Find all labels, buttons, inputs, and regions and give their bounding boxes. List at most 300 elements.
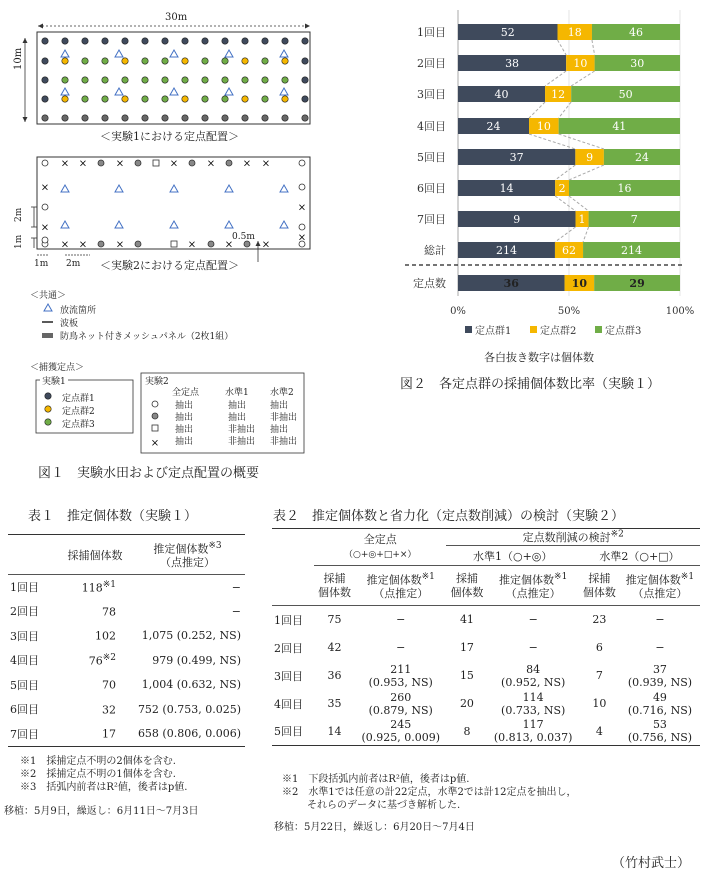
table2-est-stats: (0.733, NS): [501, 703, 566, 717]
table2-catch-value: 15: [459, 669, 474, 682]
table1-est-value: 1,004 (0.632, NS): [141, 678, 241, 692]
cross-point-icon: ×: [115, 239, 125, 251]
release-point-icon: [225, 50, 233, 57]
exp1-point-dot: [262, 38, 268, 44]
exp1-point-dot: [82, 38, 88, 44]
table2-col-catch: [314, 566, 355, 606]
table2-est-cell: [620, 718, 700, 746]
table2-col-catch-1: 採捕: [455, 571, 478, 585]
table2-col-est-2: （点推定）: [505, 587, 561, 601]
cross-point-icon: ×: [78, 158, 88, 170]
table2-est-value: 114: [522, 690, 544, 704]
table1-est-value: 979 (0.499, NS): [152, 653, 241, 667]
exp1-point-dot: [182, 77, 188, 83]
table1-title: 表１ 推定個体数（実験１）: [28, 509, 198, 524]
release-point-icon: [115, 185, 123, 192]
bar-value-label: 29: [629, 277, 645, 290]
exp1-point-dot: [182, 96, 188, 102]
category-label: 総計: [424, 244, 446, 257]
dim-2m-h-label: 2m: [66, 259, 81, 269]
cross-point-icon: ×: [115, 158, 125, 170]
release-point-icon: [115, 88, 123, 95]
exp1-point-dot: [182, 115, 188, 121]
table2-est-value: −: [528, 641, 538, 654]
table2-catch-value: 42: [327, 641, 342, 654]
table1-row-label: 3回目: [10, 629, 39, 643]
category-label: 3回目: [417, 88, 446, 101]
cross-point-icon: ×: [224, 239, 234, 251]
connector-line: [529, 134, 575, 149]
table1-row: [8, 624, 245, 649]
table2-row-label: 2回目: [274, 641, 303, 655]
table2: [272, 528, 700, 746]
release-point-icon: [280, 185, 288, 192]
exp1-legend-group1: 定点群1: [62, 394, 95, 404]
open-circle-point-icon: [42, 237, 48, 243]
exp1-point-dot: [302, 115, 308, 121]
table2-row-label: 5回目: [274, 725, 303, 739]
table1-catch-cell: [60, 722, 130, 747]
table1-note: ※1 採捕定点不明の2個体を含む.: [20, 756, 176, 767]
exp1-point-dot: [122, 96, 128, 102]
bar-value-label: 24: [486, 120, 501, 133]
bar-value-label: 10: [571, 277, 588, 290]
exp1-point-dot: [142, 77, 148, 83]
cross-point-icon: ×: [40, 222, 50, 234]
bar-value-label: 30: [630, 57, 645, 70]
table2-est-cell: [487, 690, 578, 718]
legend-label: 定点群1: [475, 326, 512, 337]
table2-catch-value: 8: [463, 724, 471, 738]
exp2-header-level2: 水準2: [270, 388, 294, 398]
table2-catch-value: 7: [595, 669, 603, 682]
open-circle-point-icon: [42, 204, 48, 210]
connector-line: [545, 71, 566, 86]
filled-circle-point-icon: [226, 160, 232, 166]
table2-col-est-1: 推定個体数: [366, 573, 422, 587]
table2-est-value: 260: [390, 690, 412, 704]
exp2-legend-cell: 抽出: [175, 425, 194, 435]
open-circle-icon: [152, 401, 158, 407]
exp1-point-dot: [242, 77, 248, 83]
exp1-point-dot: [82, 96, 88, 102]
exp1-point-dot: [202, 115, 208, 121]
exp1-point-dot: [82, 115, 88, 121]
release-point-icon: [61, 185, 69, 192]
release-point-icon: [61, 221, 69, 228]
table2-row: [272, 690, 700, 718]
table2-est-cell: [620, 606, 700, 634]
release-point-icon: [170, 88, 178, 95]
table2-catch-value: 4: [595, 724, 603, 738]
release-point-icon: [225, 221, 233, 228]
cross-point-icon: ×: [242, 158, 252, 170]
table1-row: [8, 722, 245, 747]
cross-point-icon: ×: [297, 232, 307, 244]
bar-value-label: 46: [628, 26, 643, 39]
exp1-point-dot: [102, 96, 108, 102]
cross-point-icon: ×: [297, 202, 307, 214]
exp1-point-dot: [162, 96, 168, 102]
category-label: 4回目: [417, 120, 446, 133]
table2-reduction: 定点数削減の検討: [522, 531, 611, 544]
exp2-legend-cell: 抽出: [175, 437, 194, 447]
table2-col-est: [355, 566, 446, 606]
table2-col-est: [620, 566, 700, 606]
exp2-field: [37, 157, 310, 249]
legend-swatch: [465, 326, 472, 333]
cross-icon: ×: [150, 438, 160, 449]
table2-empty-cell: [272, 566, 314, 606]
category-label: 7回目: [417, 213, 446, 226]
table2-row: [272, 634, 700, 662]
table2-est-stats: (0.716, NS): [627, 703, 693, 717]
exp1-point-dot: [102, 115, 108, 121]
exp1-point-dot: [242, 115, 248, 121]
table1-est-value: 752 (0.753, 0.025): [137, 702, 241, 716]
exp1-point-dot: [102, 77, 108, 83]
table2-catch-value: 17: [459, 641, 474, 654]
connector-line: [529, 102, 545, 118]
exp1-point-dot: [162, 58, 168, 64]
table1-row-label: 4回目: [10, 654, 39, 668]
cross-point-icon: ×: [261, 239, 271, 251]
table2-est-value: −: [396, 641, 406, 654]
table2-est-value: 37: [652, 662, 667, 676]
exp1-point-dot: [282, 115, 288, 121]
exp2-legend-cell: 抽出: [228, 413, 247, 423]
cross-point-icon: ×: [261, 158, 271, 170]
exp1-point-dot: [182, 58, 188, 64]
connector-line: [569, 165, 604, 180]
release-point-icon: [280, 50, 288, 57]
table1-catch-cell: [60, 624, 130, 649]
exp2-legend-cell: 抽出: [175, 401, 194, 411]
bar-value-label: 2: [558, 182, 566, 195]
table2-catch-value: 23: [592, 613, 607, 627]
exp1-point-dot: [302, 77, 308, 83]
table1-note: ※3 括弧内前者はR²値，後者はp値.: [20, 782, 188, 793]
table1-header-est2: （点推定）: [160, 556, 215, 570]
bar-value-label: 9: [586, 151, 594, 164]
table2-note: ※2 水準1では任意の計22定点，水準2では計12定点を抽出し，: [282, 787, 577, 798]
table2-col-est-1: 推定個体数: [499, 573, 555, 587]
exp1-point-dot: [222, 115, 228, 121]
square-point-icon: [153, 160, 159, 166]
exp1-point-dot: [42, 96, 48, 102]
exp1-point-dot: [122, 115, 128, 121]
bar-value-label: 214: [621, 244, 643, 257]
table2-est-value: 53: [652, 718, 667, 732]
exp2-header-all: 全定点: [172, 388, 200, 398]
exp1-points: [42, 38, 308, 121]
dim-1m-h-label: 1m: [34, 259, 49, 269]
bar-value-label: 50: [618, 88, 633, 101]
cross-point-icon: ×: [40, 182, 50, 194]
legend-board: 波板: [60, 319, 79, 329]
release-point-icon: [115, 221, 123, 228]
legend-panel: 防鳥ネット付きメッシュパネル（2枚1組）: [60, 332, 234, 342]
exp2-legend-cell: 非抽出: [270, 413, 298, 423]
table2-est-value: 245: [390, 718, 412, 732]
exp1-point-dot: [42, 38, 48, 44]
exp1-point-dot: [182, 38, 188, 44]
table1-catch-cell: [60, 575, 130, 600]
dim-1m-v-label: 1m: [14, 234, 24, 249]
category-label: 1回目: [417, 26, 446, 39]
table2-level2: 水準2（○+□）: [579, 546, 700, 566]
exp1-point-dot: [202, 96, 208, 102]
cross-point-icon: ×: [60, 239, 70, 251]
mesh-panel-icon: [42, 333, 53, 338]
table1-row-label: 2回目: [10, 605, 39, 619]
bar-value-label: 14: [499, 182, 514, 195]
table1-est-value: −: [231, 580, 241, 594]
legend-common-title: ＜共通＞: [30, 291, 67, 301]
table1-row-label: 6回目: [10, 703, 39, 717]
figure2-caption: 図２ 各定点群の採捕個体数比率（実験１）: [400, 377, 661, 392]
cross-point-icon: ×: [78, 239, 88, 251]
table2-est-cell: [355, 634, 446, 662]
category-label: 2回目: [417, 57, 446, 70]
exp1-point-dot: [222, 96, 228, 102]
exp1-point-dot: [122, 77, 128, 83]
table1-catch-cell: [60, 697, 130, 722]
table2-est-cell: [487, 634, 578, 662]
category-label: 5回目: [417, 151, 446, 164]
filled-circle-point-icon: [98, 160, 104, 166]
table2-est-stats: (0.756, NS): [627, 731, 693, 745]
bar-value-label: 40: [494, 88, 509, 101]
table1-header-sup: ※3: [208, 540, 222, 551]
table2-est-value: −: [528, 613, 538, 627]
exp2-legend-cell: 非抽出: [228, 425, 256, 435]
exp1-point-dot: [262, 58, 268, 64]
bar-value-label: 38: [505, 57, 520, 70]
exp1-point-dot: [282, 96, 288, 102]
exp2-legend-cell: 抽出: [228, 401, 247, 411]
exp1-point-dot: [282, 58, 288, 64]
table2-est-stats: (0.813, 0.037): [493, 731, 573, 745]
exp1-legend-group2: 定点群2: [62, 407, 95, 417]
exp1-legend-title: 実験1: [40, 374, 68, 387]
exp1-point-dot: [222, 77, 228, 83]
table1-planting: 移植：5月9日，繰返し：6月11日〜7月3日: [4, 806, 199, 817]
legend-label: 定点群3: [605, 326, 642, 337]
table2-note: ※1 下段括弧内前者はR²値，後者はp値.: [282, 774, 470, 785]
table1-catch-value: 76: [88, 654, 103, 668]
table2-level1: 水準1（○+◎）: [446, 546, 578, 566]
exp1-point-dot: [222, 58, 228, 64]
exp1-point-dot: [142, 115, 148, 121]
exp2-legend-cell: 非抽出: [228, 437, 256, 447]
exp1-point-dot: [142, 58, 148, 64]
filled-circle-point-icon: [98, 241, 104, 247]
release-icon: [44, 304, 52, 311]
exp1-point-dot: [262, 96, 268, 102]
exp1-point-dot: [62, 96, 68, 102]
bar-value-label: 37: [509, 151, 524, 164]
table2-col-est-sup: ※1: [554, 571, 568, 582]
exp1-point-dot: [242, 58, 248, 64]
table2-col-catch-2: 個体数: [317, 585, 351, 599]
release-point-icon: [61, 50, 69, 57]
table1-catch-value: 17: [102, 727, 116, 741]
table1-est-value: −: [231, 604, 241, 618]
bar-value-label: 18: [567, 26, 582, 39]
release-point-icon: [115, 50, 123, 57]
table2-row: [272, 606, 700, 634]
table2-est-value: 211: [390, 662, 412, 676]
figure2-chart: [395, 0, 705, 375]
table1-row: [8, 697, 245, 722]
exp2-legend-cell: 抽出: [270, 401, 289, 411]
cross-point-icon: ×: [169, 158, 179, 170]
table2-est-cell: [620, 690, 700, 718]
exp1-point-dot: [122, 38, 128, 44]
exp1-point-dot: [62, 77, 68, 83]
table1-catch-value: 78: [102, 605, 116, 619]
table1: [8, 534, 245, 747]
table2-col-est-1: 推定個体数: [625, 573, 681, 587]
exp2-legend-cell: 抽出: [270, 425, 289, 435]
exp1-point-dot: [222, 38, 228, 44]
x-tick-label: 100%: [665, 306, 695, 317]
table2-est-cell: [355, 718, 446, 746]
exp1-point-dot: [302, 58, 308, 64]
open-circle-point-icon: [299, 184, 305, 190]
filled-circle-point-icon: [135, 160, 141, 166]
bar-value-label: 9: [513, 213, 521, 226]
legend-swatch: [530, 326, 537, 333]
bar-value-label: 7: [630, 213, 638, 226]
category-label: 6回目: [417, 182, 446, 195]
bar-value-label: 16: [617, 182, 632, 195]
table1-est-value: 658 (0.806, 0.006): [137, 727, 241, 740]
exp1-point-dot: [162, 115, 168, 121]
x-tick-label: 50%: [557, 306, 581, 317]
open-circle-point-icon: [42, 160, 48, 166]
table2-catch-value: 20: [459, 697, 474, 710]
table1-row: [8, 575, 245, 600]
release-point-icon: [225, 185, 233, 192]
table2-row: [272, 718, 700, 746]
table2-col-est-sup: ※1: [421, 571, 435, 582]
exp2-caption: ＜実験2における定点配置＞: [100, 259, 239, 272]
table2-planting: 移植：5月22日，繰返し：6月20日〜7月4日: [274, 822, 475, 833]
exp1-point-dot: [62, 38, 68, 44]
exp1-point-dot: [262, 115, 268, 121]
table2-row-label: 4回目: [274, 697, 303, 711]
table2-est-value: −: [655, 641, 665, 654]
exp1-point-dot: [82, 77, 88, 83]
exp1-point-dot: [42, 77, 48, 83]
exp1-point-dot: [142, 96, 148, 102]
table1-row-label: 7回目: [10, 727, 39, 741]
table1-catch-sup: ※2: [102, 652, 116, 663]
legend-swatch: [595, 326, 602, 333]
exp1-point-dot: [142, 38, 148, 44]
group3-dot-icon: [45, 419, 51, 425]
dim-05m-label: 0.5m: [232, 232, 255, 242]
table1-catch-value: 32: [102, 703, 116, 717]
exp1-point-dot: [302, 96, 308, 102]
table1-catch-value: 102: [95, 630, 116, 644]
filled-circle-icon: [152, 413, 158, 419]
exp2-header-level1: 水準1: [225, 388, 249, 398]
exp1-point-dot: [262, 77, 268, 83]
filled-circle-point-icon: [189, 160, 195, 166]
table2-est-stats: (0.953, NS): [368, 675, 433, 689]
filled-circle-point-icon: [208, 241, 214, 247]
table1-catch-value: 70: [102, 679, 116, 693]
table2-col-est: [487, 566, 578, 606]
table1-row: [8, 599, 245, 624]
group1-dot-icon: [45, 393, 51, 399]
bar-value-label: 10: [536, 120, 551, 133]
table2-col-catch-1: 採捕: [588, 571, 611, 585]
release-point-icon: [170, 185, 178, 192]
exp1-point-dot: [42, 58, 48, 64]
table1-catch-cell: [60, 648, 130, 673]
table2-est-stats: (0.939, NS): [627, 675, 693, 689]
table2-est-stats: (0.952, NS): [501, 675, 566, 689]
table2-est-value: −: [655, 613, 665, 627]
bar-value-label: 36: [503, 277, 519, 290]
table2-col-catch: [446, 566, 487, 606]
table2-est-cell: [355, 690, 446, 718]
bar-value-label: 1: [578, 213, 586, 226]
dim-10m-label: 10m: [13, 47, 24, 70]
table2-col-catch-1: 採捕: [323, 571, 346, 585]
table2-col-est-2: （点推定）: [373, 587, 429, 601]
exp1-legend-group3: 定点群3: [62, 420, 95, 430]
table1-row: [8, 673, 245, 698]
square-icon: [152, 425, 158, 431]
dim-2m-v-label: 2m: [14, 207, 24, 222]
connector-line: [555, 165, 575, 180]
author: （竹村武士）: [612, 856, 691, 871]
group2-dot-icon: [45, 406, 51, 412]
table1-catch-cell: [60, 599, 130, 624]
exp1-point-dot: [202, 58, 208, 64]
figure1-caption: 図１ 実験水田および定点配置の概要: [38, 466, 260, 481]
bar-value-label: 12: [551, 88, 566, 101]
exp1-point-dot: [102, 38, 108, 44]
table2-est-value: 84: [526, 662, 541, 676]
connector-line: [559, 134, 604, 149]
exp1-point-dot: [202, 77, 208, 83]
filled-circle-point-icon: [135, 241, 141, 247]
release-point-icon: [280, 221, 288, 228]
table2-est-stats: (0.879, NS): [368, 703, 433, 717]
table2-catch-value: 35: [327, 697, 342, 710]
table2-est-value: 49: [652, 690, 667, 704]
exp2-legend-cell: 抽出: [175, 413, 194, 423]
exp1-point-dot: [162, 77, 168, 83]
table2-row-label: 1回目: [274, 613, 303, 627]
connector-line: [583, 227, 589, 242]
exp1-point-dot: [162, 38, 168, 44]
cross-point-icon: ×: [60, 158, 70, 170]
exp2-legend-cell: 非抽出: [270, 437, 298, 447]
exp1-point-dot: [122, 58, 128, 64]
exp1-point-dot: [42, 115, 48, 121]
figure2-note: 各白抜き数字は個体数: [484, 351, 594, 364]
bar-value-label: 41: [612, 120, 627, 133]
legend-points-title: ＜捕獲定点＞: [30, 363, 85, 373]
release-point-icon: [61, 88, 69, 95]
